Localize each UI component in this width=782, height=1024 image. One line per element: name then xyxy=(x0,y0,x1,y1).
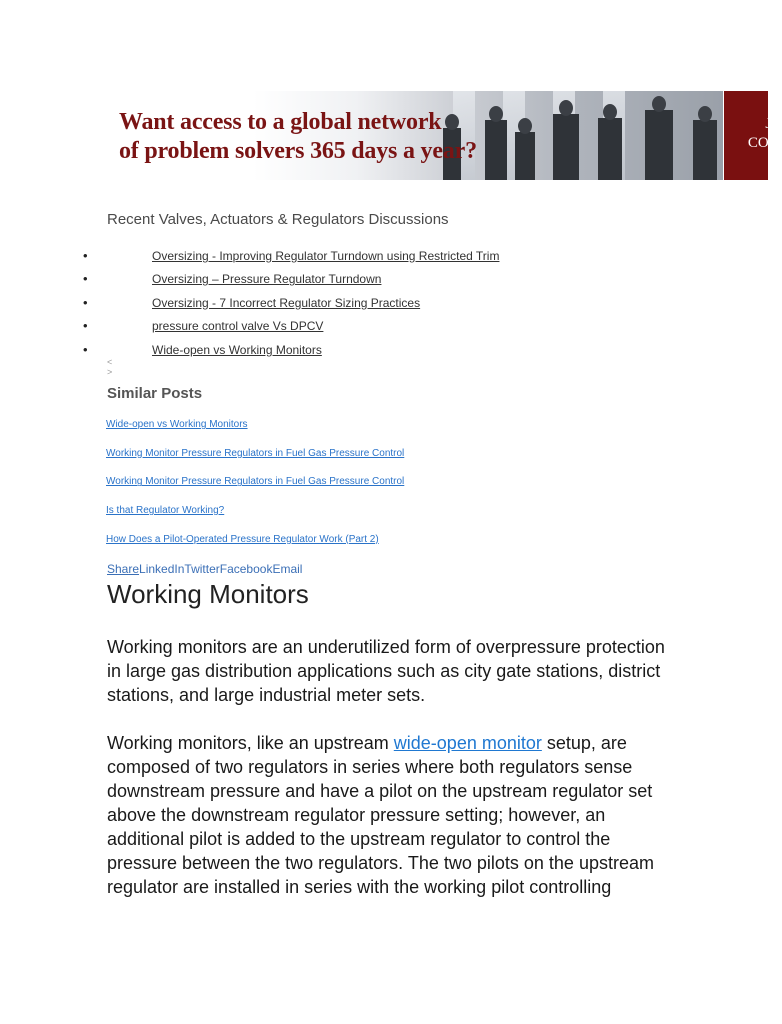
banner-headline-line2: of problem solvers 365 days a year? xyxy=(119,138,477,164)
carousel-pager xyxy=(107,357,112,377)
similar-post-link[interactable]: Working Monitor Pressure Regulators in Fuel Gas Pressure Control xyxy=(106,447,405,459)
banner-person xyxy=(515,132,535,180)
recent-discussion-link[interactable]: Oversizing - 7 Incorrect Regulator Sizing Practices xyxy=(152,295,421,310)
banner-person xyxy=(645,110,673,180)
share-linkedin-button[interactable]: LinkedIn xyxy=(139,562,185,576)
recent-discussions-title: Recent Valves, Actuators & Regulators Discussions xyxy=(107,211,449,228)
share-twitter-button[interactable]: Twitter xyxy=(184,562,220,576)
list-item xyxy=(106,418,404,447)
similar-posts-list xyxy=(106,418,404,561)
paragraph-text: setup, are composed of two regulators in series where both regulators sense downstream pressure and have a pilot on the upstream regulator set above the downstream regulator pressure setting; however, an additional pilot is added to the upstream regulator to control the pressure between the two regulators. The two pilots on the upstream regulator are installed in series with the working pilot controlling xyxy=(107,733,654,897)
article-paragraph: Working monitors are an underutilized form of overpressure protection in large gas distribution applications such as city gate stations, district stations, and large industrial meter sets. xyxy=(107,637,665,705)
pager-next-button[interactable]: > xyxy=(107,367,113,377)
recent-discussion-link[interactable]: Wide-open vs Working Monitors xyxy=(152,342,322,357)
promo-banner[interactable] xyxy=(108,91,782,180)
banner-headline-line1: Want access to a global network xyxy=(119,109,442,135)
bullet-icon: • xyxy=(83,271,88,287)
banner-person xyxy=(598,118,622,180)
list-item xyxy=(106,475,404,504)
banner-cta[interactable] xyxy=(724,91,782,180)
share-bar xyxy=(107,561,302,577)
recent-discussion-link[interactable]: Oversizing – Pressure Regulator Turndown xyxy=(152,272,382,287)
banner-cta-line2: COM xyxy=(747,135,782,151)
recent-discussion-link[interactable]: Oversizing - Improving Regulator Turndown using Restricted Trim xyxy=(152,249,500,263)
share-button[interactable]: Share xyxy=(107,562,140,576)
bullet-icon: • xyxy=(83,341,88,357)
article-title: Working Monitors xyxy=(107,579,309,609)
list-item xyxy=(106,504,404,533)
similar-post-link[interactable]: Is that Regulator Working? xyxy=(106,505,225,517)
banner-cta-line1: JO xyxy=(765,116,782,132)
banner-headline xyxy=(119,108,499,166)
share-email-button[interactable]: Email xyxy=(272,562,303,576)
similar-posts-title: Similar Posts xyxy=(107,385,203,402)
list-item xyxy=(106,533,404,562)
bullet-icon: • xyxy=(83,294,88,310)
similar-post-link[interactable]: How Does a Pilot-Operated Pressure Regulator Work (Part 2) xyxy=(106,533,379,545)
recent-discussion-link[interactable]: pressure control valve Vs DPCV xyxy=(152,319,324,334)
similar-post-link[interactable]: Working Monitor Pressure Regulators in Fuel Gas Pressure Control xyxy=(106,476,405,488)
pager-prev-button[interactable]: < xyxy=(107,357,113,367)
list-item xyxy=(106,447,404,476)
paragraph-text: Working monitors, like an upstream xyxy=(107,733,394,753)
article-paragraph xyxy=(107,731,667,899)
bullet-icon: • xyxy=(83,318,88,334)
bullet-icon: • xyxy=(83,248,88,263)
share-facebook-button[interactable]: Facebook xyxy=(219,562,273,576)
banner-person xyxy=(693,120,717,180)
article-body xyxy=(107,635,667,923)
banner-person xyxy=(553,114,579,180)
wide-open-monitor-link[interactable]: wide-open monitor xyxy=(393,733,542,753)
similar-post-link[interactable]: Wide-open vs Working Monitors xyxy=(106,419,248,430)
